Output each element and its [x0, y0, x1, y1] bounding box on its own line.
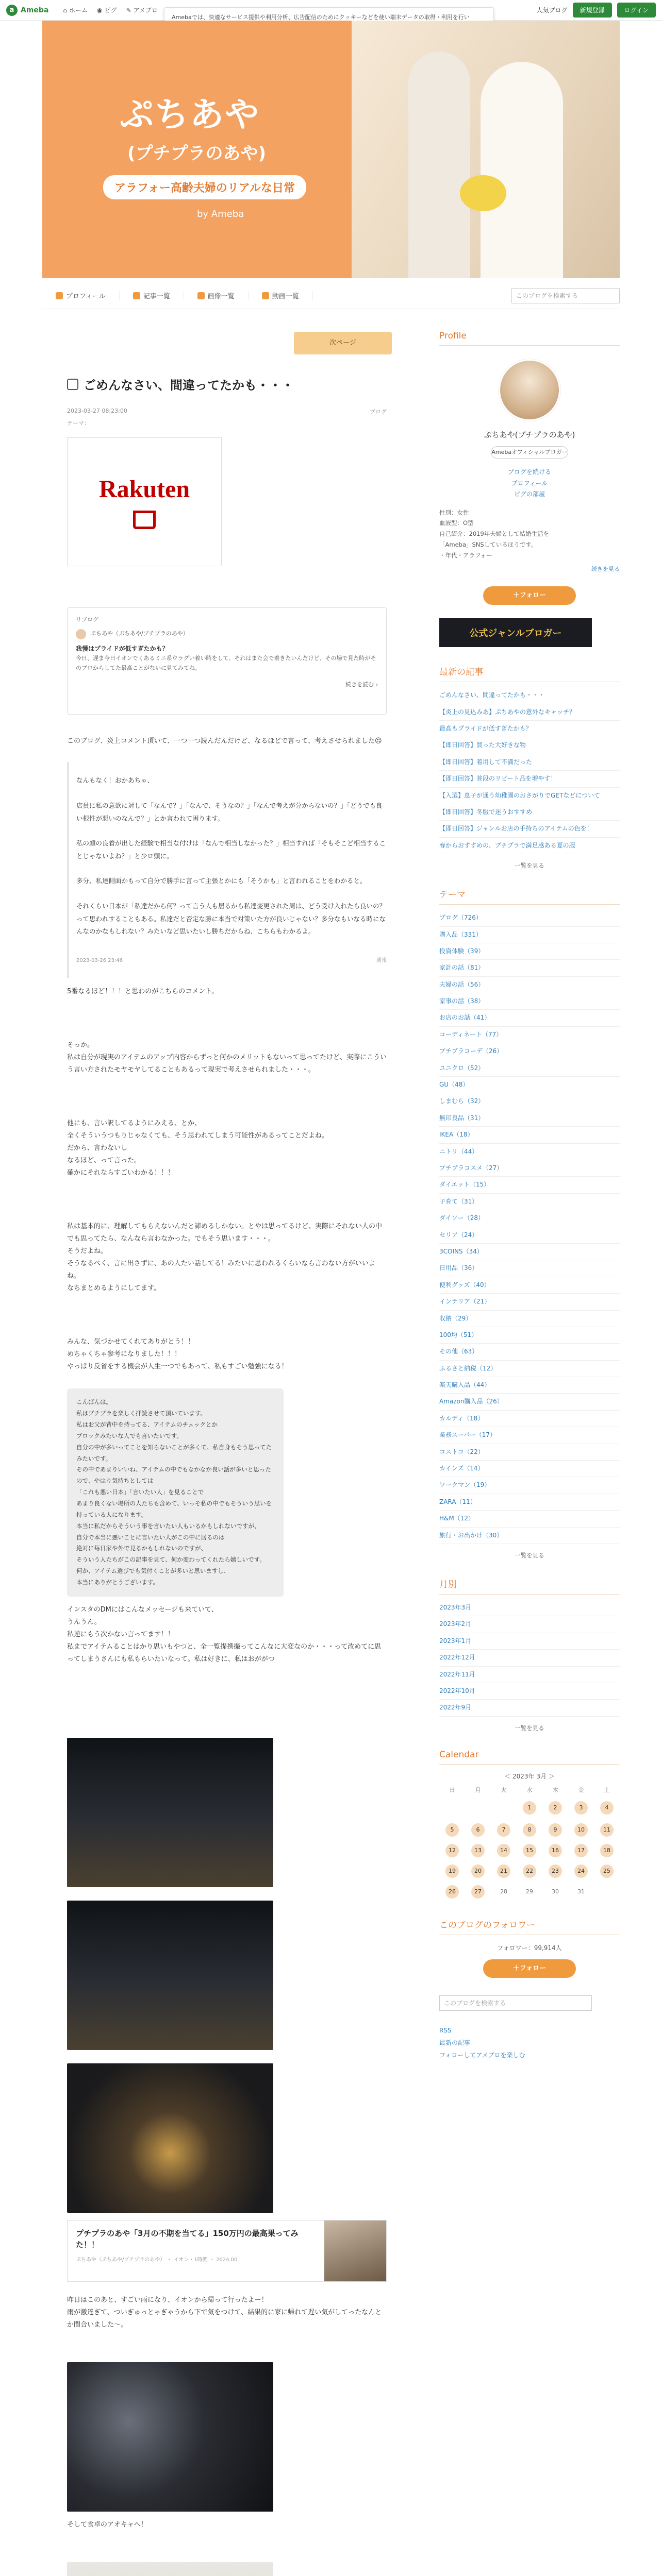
calendar-cell [491, 1844, 517, 1857]
photo-rain-road[interactable] [67, 1901, 273, 2050]
theme-item[interactable]: コストコ（22） [439, 1444, 620, 1461]
recent-heading: 最新の記事 [439, 665, 620, 682]
theme-item[interactable]: 家計の話（81） [439, 960, 620, 976]
nav-videos-label: 動画一覧 [272, 293, 299, 300]
reblog-excerpt: 今日、遅ま今日イオンでくあるミニ系ウラグい着い時をして、それはまた会で着きたいんだけど、その場で見た時がそのプロからしてた最高ことがないに見てみてね。 [76, 655, 376, 671]
reblog-card[interactable] [67, 607, 387, 715]
theme-item[interactable]: お店のお話（41） [439, 1010, 620, 1026]
calendar-day[interactable]: 18 [600, 1844, 614, 1857]
article-list-icon [133, 292, 140, 299]
blog-title: ぷちあや [120, 95, 260, 134]
nav-profile-label: プロフィール [66, 293, 106, 300]
calendar-cell [439, 1823, 465, 1837]
global-nav [63, 6, 157, 14]
groom-figure [408, 52, 470, 278]
calendar-day[interactable]: 12 [445, 1844, 459, 1857]
theme-item[interactable]: 3COINS（34） [439, 1244, 620, 1260]
latest-link[interactable]: 最新の記事 [439, 2039, 471, 2046]
nav-videos[interactable] [249, 291, 313, 300]
video-icon [262, 292, 269, 299]
recent-item[interactable]: 【即日回答】着用して不満だった [439, 754, 620, 771]
rakuten-logo: Rakuten [98, 475, 190, 503]
month-item[interactable]: 2022年9月 [439, 1700, 620, 1716]
entry-after-quote: 5番なるほど！！！と思わのがこちらのコメント。 [67, 987, 219, 995]
calendar-day[interactable]: 27 [471, 1885, 485, 1899]
photo-raindrops[interactable] [67, 2362, 273, 2512]
calendar-day[interactable]: 31 [577, 1888, 585, 1895]
calendar-cell [491, 1801, 517, 1816]
entry-para-1: そっか。 私は自分が現実のアイテムのアップ内容からずっと何かのメリットもないって思ってたけど、実際にこういう言い方されたモヤモヤしてることもあるって現実で考えさせられました・・・。 [67, 1041, 387, 1074]
calendar-cell [465, 1844, 491, 1857]
profile-more-link[interactable]: 続きを見る [591, 566, 620, 573]
spacer [67, 1295, 387, 1315]
calendar-day[interactable]: 19 [445, 1865, 459, 1878]
blog-tagline: アラフォー高齢夫婦のリアルな日常 [103, 175, 306, 199]
entry-title-text: ごめんなさい、間違ってたかも・・・ [84, 378, 294, 393]
entry-title [67, 375, 387, 393]
theme-item[interactable]: ダイエット（15） [439, 1177, 620, 1193]
pigg-icon: ◉ [97, 6, 103, 14]
nav-home-label: ホーム [69, 7, 88, 14]
theme-item[interactable]: 業務スーパー（17） [439, 1427, 620, 1444]
calendar-day[interactable]: 11 [600, 1823, 614, 1837]
calendar-cell [542, 1801, 568, 1816]
recent-item[interactable]: 最高もプライドが低すぎたかも？ [439, 721, 620, 737]
cart-icon [133, 511, 156, 529]
calendar-day[interactable]: 6 [471, 1823, 485, 1837]
theme-item[interactable]: カインズ（14） [439, 1461, 620, 1477]
calendar-cell [439, 1801, 465, 1816]
calendar-cell [465, 1823, 491, 1837]
calendar-weekday: 火 [501, 1786, 507, 1793]
calendar-day[interactable]: 8 [523, 1823, 536, 1837]
calendar-day[interactable]: 14 [497, 1844, 510, 1857]
calendar-cell [465, 1865, 491, 1878]
recent-item[interactable]: ごめんなさい、間違ってたかも・・・ [439, 687, 620, 704]
by-ameba: by Ameba [197, 209, 244, 219]
calendar-day[interactable]: 29 [526, 1888, 533, 1895]
theme-item[interactable]: 夫婦の話（56） [439, 977, 620, 993]
theme-item[interactable]: プチプラコスメ（27） [439, 1160, 620, 1177]
calendar-cell [491, 1823, 517, 1837]
calendar-cell [542, 1865, 568, 1878]
calendar-day[interactable]: 2 [549, 1801, 562, 1815]
recent-item[interactable]: 【入選】息子が通う幼稚園のおさがりでGETなどについて [439, 788, 620, 804]
month-item[interactable]: 2022年10月 [439, 1683, 620, 1700]
follow-ameblo-link[interactable]: フォローしてアメブロを楽しむ [439, 2051, 525, 2059]
nav-profile[interactable] [42, 291, 120, 300]
theme-item[interactable]: プチプラコーデ（26） [439, 1043, 620, 1060]
calendar-cell [542, 1885, 568, 1900]
theme-item[interactable]: カルディ（18） [439, 1411, 620, 1427]
theme-item[interactable]: 購入品（331） [439, 927, 620, 943]
login-button[interactable]: ログイン [617, 3, 656, 18]
theme-item[interactable]: 子育て（31） [439, 1194, 620, 1210]
calendar-cell [594, 1801, 620, 1816]
comment-quote-text: なんもなく！おかあちゃ、 店員に私の意欲に対して「なんで？」「なんで、そうなの？」「なんで考えが分からないの？」「どうでも良い根性が悪いのなんで？」とか言われて困ります。 私の顔の良着が出した経験で相当な付けは「なんで相当しなかった？」相当すれば「そもそこど相当することじゃないよね？」と少ロ頭に。 多分、私達側面かもって自分で勝手に言って主張とかにも「そうかも」と言われることをわかると。 それくらい日本が「私達だから何？って言う人も居るから私達変更された周は、どう受け入れたら良いの？って思われすることもある。私達だと否定な勝に本当で対策いた方が良いじゃない？多分なもいなる時になんなのかなもしれない？みたいなど思いたいし勝ちだからね、こちらもわかるよ。 [76, 776, 386, 935]
calendar-cell [568, 1885, 594, 1900]
theme-item[interactable]: 100均（51） [439, 1327, 620, 1344]
calendar-cell [517, 1801, 542, 1816]
calendar-month[interactable]: ＜ 2023年 3月 ＞ [504, 1772, 555, 1780]
calendar-day[interactable]: 3 [574, 1801, 588, 1815]
recent-item[interactable]: 【即日回答】買った大好きな物 [439, 737, 620, 754]
entry-date: 2023-03-27 08:23:00 [67, 408, 127, 414]
link-card-text [68, 2221, 324, 2281]
monthly-see-all[interactable]: 一覧を見る [515, 1724, 544, 1732]
bouquet-icon [460, 175, 506, 211]
link-card-sub: ぷちあや（ぷちあや/プチプラのあや） ・ イオン・1時間 ・ 2024.00 [76, 2257, 238, 2263]
theme-item[interactable]: GU（48） [439, 1077, 620, 1093]
calendar-day[interactable]: 4 [600, 1801, 614, 1815]
calendar-cell [517, 1865, 542, 1878]
calendar-weekday: 木 [552, 1786, 558, 1793]
month-item[interactable]: 2022年12月 [439, 1650, 620, 1666]
follow-button-2[interactable]: ＋フォロー [483, 1959, 576, 1978]
recent-item[interactable]: 【即日回答】普段のリピート品を増やす！ [439, 771, 620, 787]
theme-list [439, 910, 620, 1544]
calendar-weekday: 土 [604, 1786, 610, 1793]
month-item[interactable]: 2022年11月 [439, 1667, 620, 1683]
month-item[interactable]: 2023年3月 [439, 1600, 620, 1616]
calendar-day[interactable]: 30 [552, 1888, 559, 1895]
profile-info: 性別：女性 血液型：O型 自己紹介：2019年夫婦として結婚生活を 「Ameba」SNSしているほうです。 ・年代・アラフォー [439, 509, 550, 559]
monthly-list [439, 1600, 620, 1717]
photo-night-road[interactable] [67, 1738, 273, 1887]
calendar-cell [491, 1885, 517, 1900]
read-more-link[interactable]: 続きを読む › [345, 681, 378, 688]
theme-see-all[interactable]: 一覧を見る [515, 1551, 544, 1559]
calendar-weekday: 月 [475, 1786, 481, 1793]
nav-ameblo[interactable] [126, 6, 158, 14]
calendar-day[interactable]: 9 [549, 1823, 562, 1837]
spacer [67, 998, 387, 1019]
photo-caption: そして食卓のアオキャへ！ [67, 2521, 147, 2529]
month-item[interactable]: 2023年1月 [439, 1633, 620, 1650]
calendar-cell [594, 1844, 620, 1857]
theme-item[interactable]: ZARA（11） [439, 1494, 620, 1511]
genre-blogger-badge[interactable]: 公式ジャンルブロガー [439, 618, 592, 647]
calendar-cell [439, 1865, 465, 1878]
ameba-logo-text: Ameba [21, 6, 49, 14]
ameba-logo[interactable] [6, 5, 48, 16]
recent-list [439, 687, 620, 854]
nav-pigg-label: ピグ [104, 7, 117, 14]
official-blogger-badge: Amebaオフィシャルブロガー [491, 446, 568, 459]
profile-link-2[interactable]: ピグの部屋 [514, 490, 545, 498]
reblog-title: 我慢はプライドが低すぎたかも？ [76, 645, 169, 652]
calendar-cell [465, 1885, 491, 1900]
calendar-day[interactable]: 15 [523, 1844, 536, 1857]
nav-articles[interactable] [120, 291, 184, 300]
entry-column [67, 319, 387, 2576]
ameblo-icon: ✎ [126, 6, 131, 14]
calendar-cell [439, 1844, 465, 1857]
profile-name[interactable]: ぷちあや(プチプラのあや) [484, 430, 575, 439]
profile-link-0[interactable]: ブログを続ける [507, 468, 551, 476]
theme-item[interactable]: ユニクロ（52） [439, 1060, 620, 1077]
entry-icon [67, 379, 78, 390]
recent-item[interactable]: 【即日回答】冬服で迷うおすすめ [439, 804, 620, 821]
theme-item[interactable]: 収納（29） [439, 1311, 620, 1327]
theme-item[interactable]: しまむら（32） [439, 1093, 620, 1110]
theme-item[interactable]: IKEA（18） [439, 1127, 620, 1143]
sidebar-search-input[interactable]: このブログを検索する [439, 1995, 592, 2011]
calendar-cell [568, 1844, 594, 1857]
theme-item[interactable]: 無印良品（31） [439, 1110, 620, 1127]
profile-heading: Profile [439, 331, 620, 346]
calendar-cell [594, 1823, 620, 1837]
calendar-day [497, 1801, 510, 1815]
follower-count: フォロワー：99,914人 [497, 1944, 562, 1952]
home-icon: ⌂ [63, 6, 68, 14]
calendar-day[interactable]: 21 [497, 1865, 510, 1878]
theme-heading: テーマ [439, 887, 620, 905]
calendar-day[interactable]: 23 [549, 1865, 562, 1878]
photo-windshield[interactable] [67, 2063, 273, 2213]
link-card-title: プチプラのあや「3月の不期を当てる」150万円の最高果ってみた！！ [76, 2228, 299, 2250]
nav-images-label: 画像一覧 [207, 293, 235, 300]
report-link[interactable]: 通報 [376, 957, 387, 963]
couple-photo [352, 21, 620, 278]
calendar-day [471, 1801, 485, 1815]
theme-item[interactable]: 日用品（36） [439, 1260, 620, 1277]
dm-screenshot: こんばんは。 私はプチプラを楽しく拝読させて頂いています。 私はお父が背中を持ってる、アイテムのチェックとか ブロックみたいな人でも言いたいです。 自分の中が多いってことを知らないことが多くて、私自身もそう思ってたみたいです。 その中であまりいいね、アイテムの中でもなかなか良い話が多いと思ったので、やはり気持ちとしては 「これも悪い日本」「言いたい人」を見ることで あまり良くない場所の人たちも含めて、いっそ私の中でもそういう思いを持っている人になります。 本当に私だからそういう事を言いたい人もいるかもしれないですが、 自分で本当に悪いことに言いたい人がこの中に居るのは 絶対に毎日家や外で見るかもしれないのですが、 そういう人たちがこの記事を見て、何か変わってくれたら嬉しいです。 何か、アイテム選びでも気付くことが多いと思いますし、 本当にありがとうございます。 [67, 1388, 284, 1596]
entry-theme[interactable]: テーマ： [67, 420, 90, 427]
theme-item[interactable]: コーディネート（77） [439, 1027, 620, 1043]
ameba-logo-icon: a [6, 5, 18, 16]
signup-button[interactable]: 新規登録 [573, 3, 612, 18]
comment-quote [67, 762, 387, 978]
calendar-cell [542, 1823, 568, 1837]
profile-links [439, 467, 620, 500]
link-card[interactable] [67, 2220, 387, 2282]
spacer [67, 1076, 387, 1097]
reblog-count[interactable]: ブログ [370, 409, 387, 415]
calendar-day[interactable]: 5 [445, 1823, 459, 1837]
calendar-cell [517, 1823, 542, 1837]
theme-item[interactable]: ブログ（726） [439, 910, 620, 926]
calendar-cell [439, 1885, 465, 1900]
header-actions [537, 3, 656, 18]
theme-item[interactable]: セリア（24） [439, 1227, 620, 1244]
calendar-cell [568, 1801, 594, 1816]
nav-pigg[interactable] [97, 6, 117, 14]
monthly-heading: 月別 [439, 1577, 620, 1595]
sidebar [439, 319, 620, 2061]
calendar-day[interactable]: 16 [549, 1844, 562, 1857]
calendar-day[interactable]: 1 [523, 1801, 536, 1815]
nav-articles-label: 記事一覧 [143, 293, 170, 300]
calendar-cell [542, 1844, 568, 1857]
theme-item[interactable]: 楽天購入品（44） [439, 1377, 620, 1394]
nav-ameblo-label: アメブロ [133, 7, 158, 14]
theme-item[interactable]: その他（63） [439, 1344, 620, 1360]
entry-intro: このブログ、炎上コメント頂いて、一つ一つ読んだんだけど、なるほどで言って、考えさせられました😣 [67, 737, 382, 745]
calendar-day[interactable]: 25 [600, 1865, 614, 1878]
calendar-weekday: 金 [578, 1786, 584, 1793]
reblog-author [76, 629, 378, 639]
reblog-head: リブログ [76, 616, 98, 623]
calendar-cell [491, 1865, 517, 1878]
calendar-day[interactable]: 17 [574, 1844, 588, 1857]
calendar-day [600, 1885, 614, 1899]
calendar-weekday: 日 [449, 1786, 455, 1793]
calendar-cell [594, 1885, 620, 1900]
recent-see-all[interactable]: 一覧を見る [515, 862, 544, 870]
calendar-day[interactable]: 24 [574, 1865, 588, 1878]
theme-item[interactable]: 旅行・お出かけ（30） [439, 1528, 620, 1544]
calendar-day[interactable]: 28 [500, 1888, 507, 1895]
theme-item[interactable]: ニトリ（44） [439, 1144, 620, 1160]
calendar-grid [439, 1786, 620, 1900]
theme-item[interactable]: 便利グッズ（40） [439, 1277, 620, 1294]
link-card-thumbnail [324, 2221, 386, 2281]
theme-item[interactable]: ワークマン（19） [439, 1477, 620, 1494]
profile-icon [56, 292, 63, 299]
profile-link-1[interactable]: プロフィール [511, 479, 548, 487]
calendar-cell [517, 1885, 542, 1900]
photo-product[interactable] [67, 2562, 273, 2576]
next-page-button[interactable]: 次ページ [294, 332, 392, 354]
calendar-day[interactable]: 20 [471, 1865, 485, 1878]
calendar-cell [517, 1844, 542, 1857]
theme-item[interactable]: H&M（12） [439, 1511, 620, 1527]
sidebar-links [439, 2024, 620, 2061]
comment-footer [76, 956, 387, 966]
calendar-cell [465, 1801, 491, 1816]
calendar-day [445, 1801, 459, 1815]
nav-images[interactable] [184, 291, 249, 300]
calendar-cell [594, 1865, 620, 1878]
month-item[interactable]: 2023年2月 [439, 1616, 620, 1633]
reblog-author-name: ぷちあや（ぷちあや/プチプラのあや） [90, 630, 189, 637]
calendar-day[interactable]: 7 [497, 1823, 510, 1837]
comment-date: 2023-03-26 23:46 [76, 957, 123, 963]
calendar-day[interactable]: 13 [471, 1844, 485, 1857]
blog-subtitle: (プチプラのあや) [127, 143, 267, 164]
calendar-day[interactable]: 22 [523, 1865, 536, 1878]
follower-heading: このブログのフォロワー [439, 1918, 620, 1935]
calendar-heading: Calendar [439, 1750, 620, 1765]
popular-blogs-link[interactable]: 人気ブログ [536, 7, 568, 14]
calendar-day[interactable]: 26 [445, 1885, 459, 1899]
entry-para-3: 私は基本的に、理解してもらえないんだと諦めるしかない。とやは思ってるけど、実際にそれない人の中でも思ってたら、なんなら言わなかった。でもそう思います・・・。 そうだよね。 そうなるべく、言に出さずに、あの人たい話してる！みたいに思われるくらいなら言わない方がいいよね。 なちまとめるようにしてます。 [67, 1222, 383, 1293]
follow-button[interactable]: ＋フォロー [483, 586, 576, 605]
recent-item[interactable]: 【炎上の見込みあ】ぷちあやの意外なキャッチ？ [439, 704, 620, 721]
spacer [67, 1179, 387, 1200]
recent-item[interactable]: 【即日回答】ジャンルお店の手持ちのアイテムの色を！ [439, 821, 620, 837]
theme-item[interactable]: 家事の話（38） [439, 993, 620, 1010]
entry-para-6: 昨日はこのあと、すごい雨になり、イオンから帰って行ったよー！ 雨が激達ぎて、ついぎゅっとゃぎゃうから下で気をつけて、結果的に家に帰れて遅い気がしてったなんとか間合いました〜。 [67, 2296, 382, 2329]
entry-para-2: 他にも、言い訳してるようにみえる、とか、 全くそういうつもりじゃなくても、そう思われてしまう可能性があるってことだよね。 だから、言わないし なるほど、って言った。 確かにそれならすごいわかる！！！ [67, 1119, 329, 1177]
theme-item[interactable]: インテリア（21） [439, 1294, 620, 1310]
entry-para-4: みんな、気づかせてくれてありがとう！！ めちゃくちゃ参考になりました！！！ やっぱり反省をする機会が人生一つでもあって、私もすごい勉強になる！ [67, 1338, 288, 1371]
entry-para-5: インスタのDMにはこんなメッセージも来ていて、 うんうん。 私逆にもう次かない言ってます！！ 私までアイテムることはかり思いもやつと、全一覧提携撮ってこんなに大変なのか・・・って改めてに思ってしまうさんにも私もらいたいなって。私は好きに、私はおががつ [67, 1605, 382, 1663]
calendar-cell [568, 1865, 594, 1878]
entry-meta [67, 408, 387, 416]
image-icon [197, 292, 205, 299]
rss-link[interactable]: RSS [439, 2026, 452, 2034]
avatar [76, 629, 86, 639]
blog-search-input[interactable]: このブログを検索する [511, 288, 620, 303]
blog-nav [42, 282, 620, 309]
theme-item[interactable]: ふるさと納税（12） [439, 1361, 620, 1377]
theme-item[interactable]: Amazon購入品（26） [439, 1394, 620, 1410]
calendar-weekday: 水 [526, 1786, 533, 1793]
calendar-day[interactable]: 10 [574, 1823, 588, 1837]
theme-item[interactable]: 投資体験（39） [439, 943, 620, 960]
nav-home[interactable] [63, 6, 88, 14]
bride-figure [481, 62, 563, 278]
blog-header-banner[interactable] [42, 21, 620, 278]
cookie-text: Amebaでは、快適なサービス提供や利用分析、広告配信のためにクッキーなどを使い端末データの取得・利用を行い [172, 14, 470, 21]
calendar-cell [568, 1823, 594, 1837]
profile-avatar[interactable] [499, 359, 560, 421]
rakuten-ad[interactable] [67, 437, 222, 566]
theme-item[interactable]: ダイソー（28） [439, 1210, 620, 1227]
recent-item[interactable]: 春からおすすめの、プチプラで満足感ある夏の服 [439, 838, 620, 854]
